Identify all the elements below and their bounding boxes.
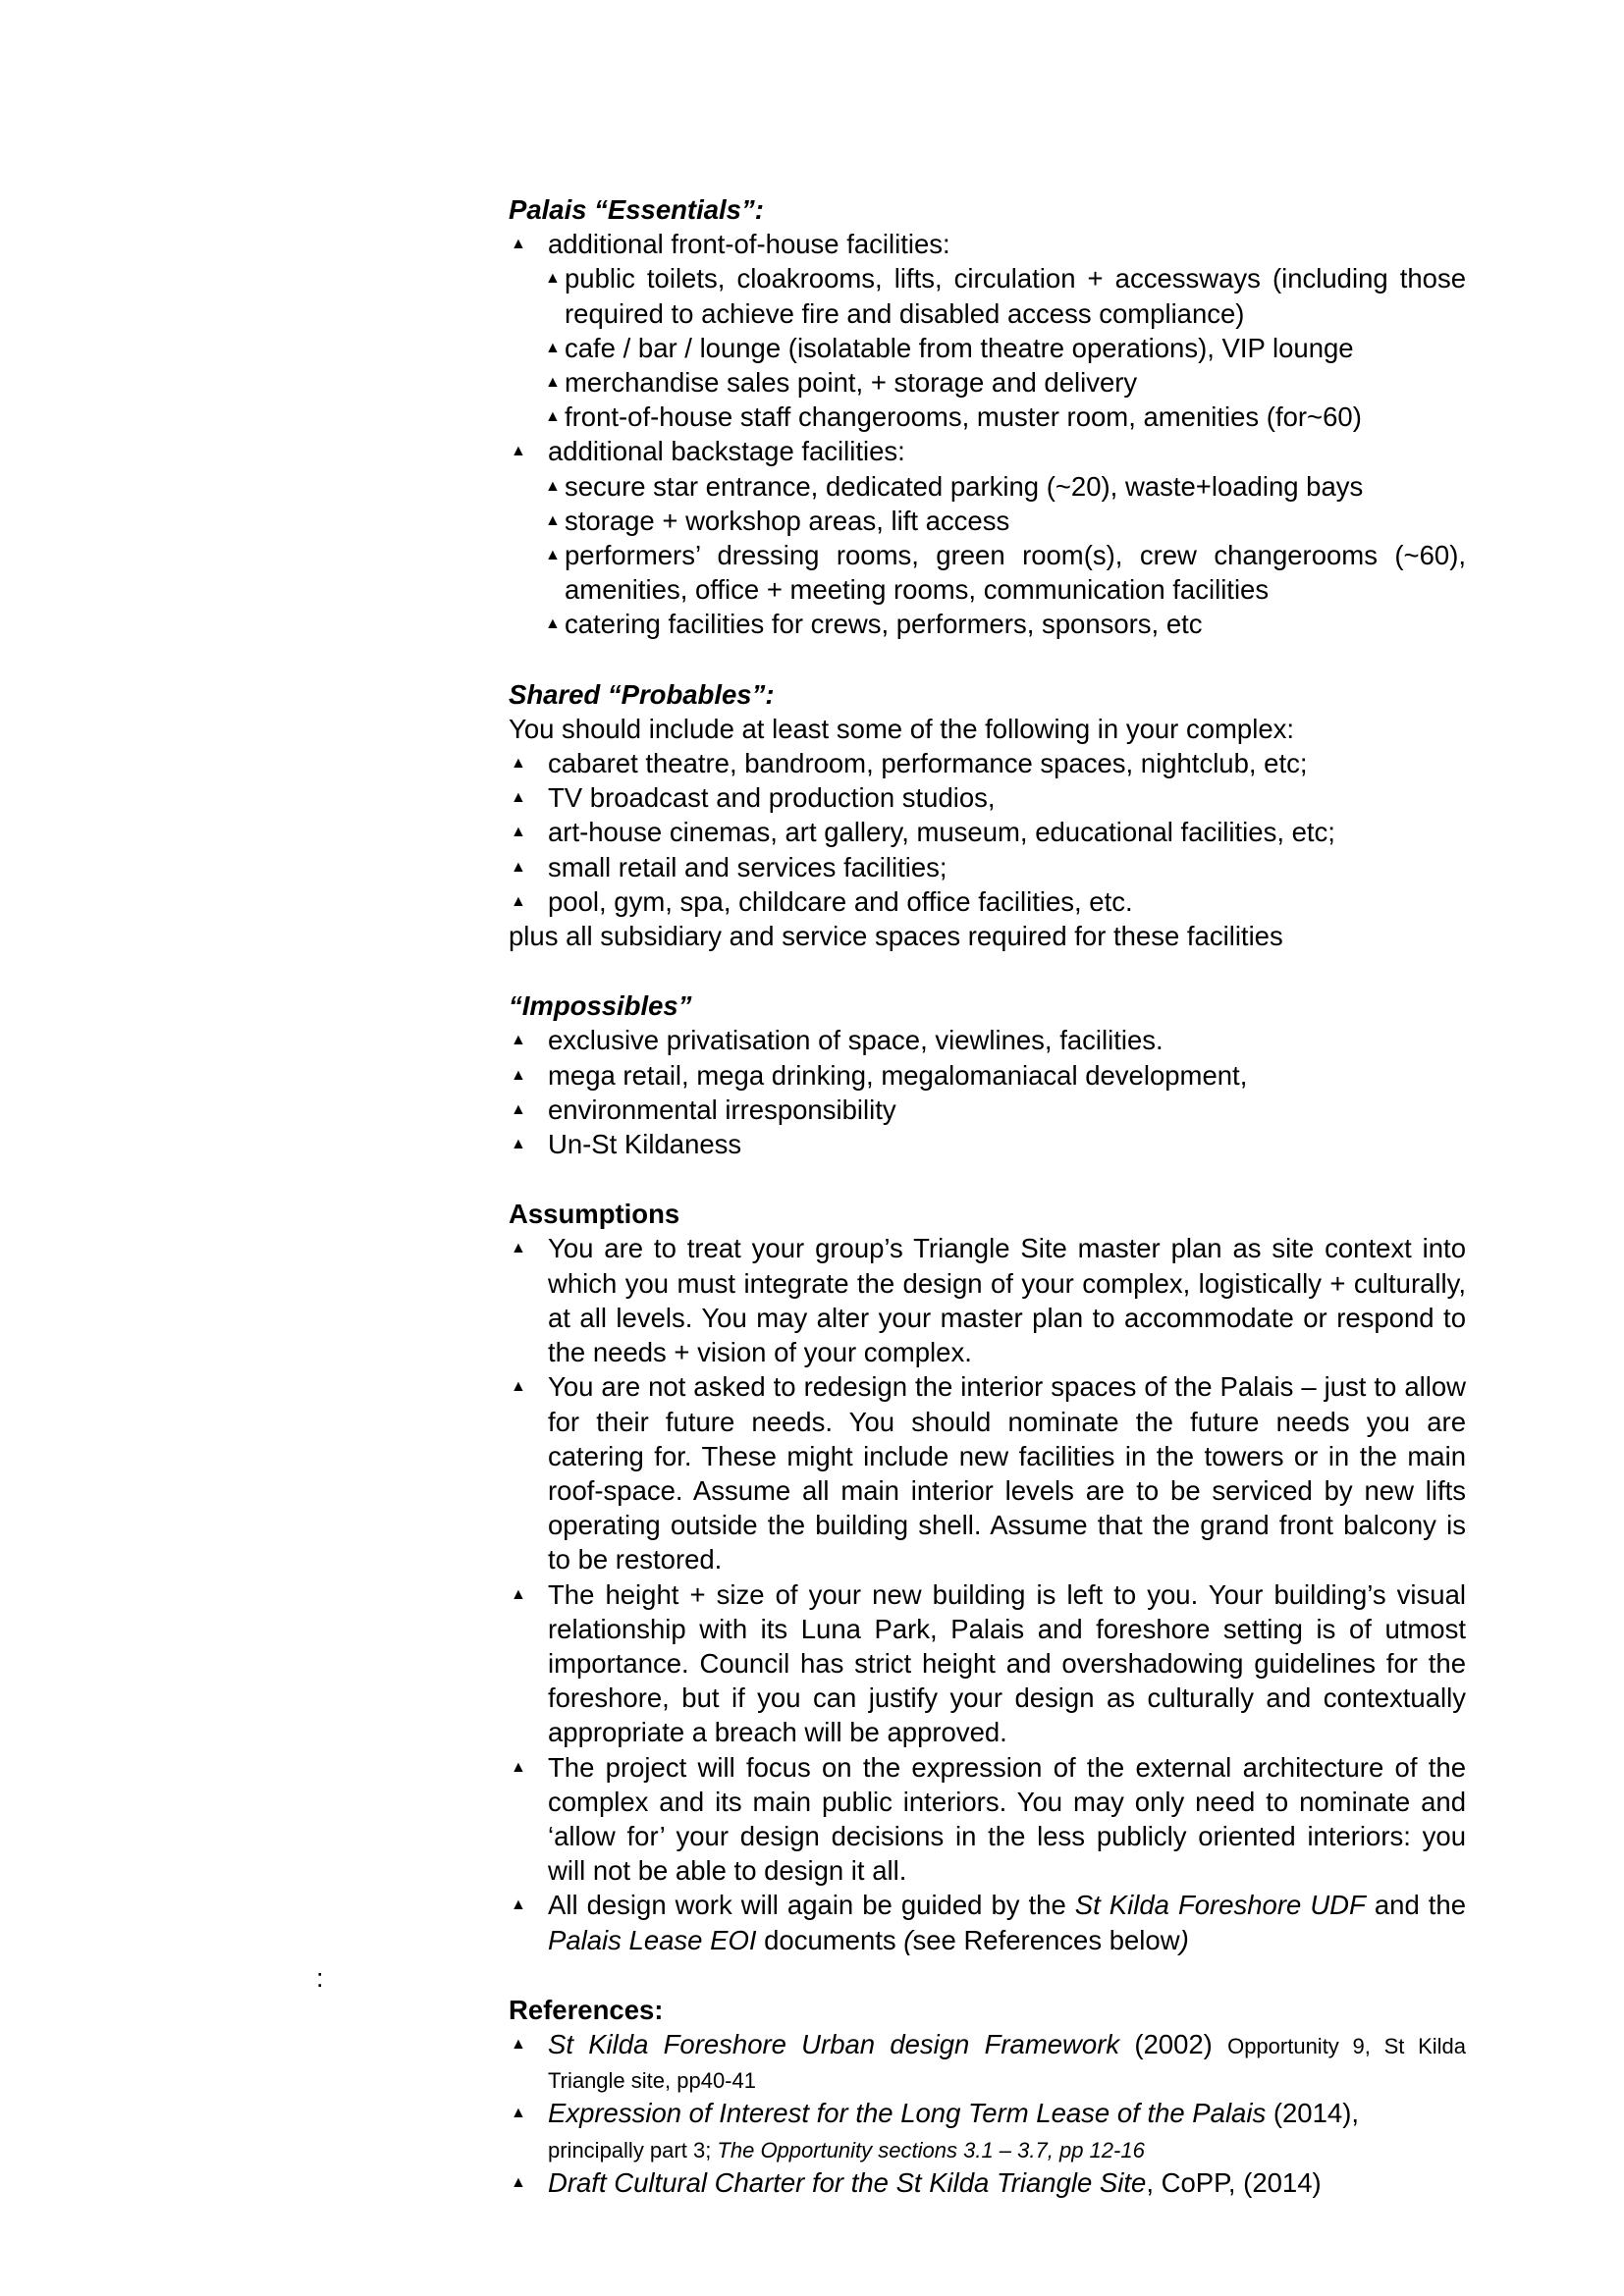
probables-outro: plus all subsidiary and service spaces required for these facilities xyxy=(509,921,1283,952)
sub-item: ▲ catering facilities for crews, performers, sponsors, etc xyxy=(509,607,1466,641)
assumptions-heading: Assumptions xyxy=(509,1199,680,1230)
list-item: ▲ cabaret theatre, bandroom, performance spaces, nightclub, etc; xyxy=(509,746,1466,780)
list-item: ▲ exclusive privatisation of space, viewlines, facilities. xyxy=(509,1023,1466,1057)
list-item: ▲ environmental irresponsibility xyxy=(509,1093,1466,1127)
triangle-bullet-icon: ▲ xyxy=(511,1100,526,1118)
reference-item: ▲ Expression of Interest for the Long Term Lease of the Palais (2014), principally part 3; The Opportunity sections 3.1 – 3.7, pp 12-16 xyxy=(511,2098,1359,2163)
triangle-bullet-icon: ▲ xyxy=(545,511,561,529)
margin-colon: : xyxy=(316,1963,324,1993)
references-heading: References: xyxy=(509,1994,664,2025)
sub-item: ▲ front-of-house staff changerooms, muster room, amenities (for~60) xyxy=(509,400,1466,434)
reference-item: ▲ Draft Cultural Charter for the St Kilda Triangle Site, CoPP, (2014) xyxy=(509,2165,1466,2200)
list-item: ▲ additional front-of-house facilities: xyxy=(509,227,1466,261)
list-item: ▲ The project will focus on the expression of the external architecture of the complex and its main public interiors. You may only need to nominate and ‘allow for’ your design decisions in the less publicly oriented interiors: you will not be able to design it all. xyxy=(511,1751,1466,1887)
triangle-bullet-icon: ▲ xyxy=(511,443,526,460)
triangle-bullet-icon: ▲ xyxy=(511,824,526,841)
triangle-bullet-icon: ▲ xyxy=(545,270,561,288)
list-item: ▲ You are not asked to redesign the interior spaces of the Palais – just to allow for their future needs. You should nominate the future needs you are catering for. These might include new facilities in the towers or in the main roof-space. Assume all main interior levels are to be serviced by new lifts operating outside the building shell. Assume that the grand front balcony is to be restored. xyxy=(511,1371,1466,1575)
sub-item: ▲ public toilets, cloakrooms, lifts, circulation + accessways (including those required to achieve fire and disabled access compliance) xyxy=(545,263,1466,329)
triangle-bullet-icon: ▲ xyxy=(511,1240,526,1257)
sub-item: ▲ storage + workshop areas, lift access xyxy=(509,504,1466,538)
probables-intro: You should include at least some of the following in your complex: xyxy=(509,713,1295,744)
list-item: ▲ You are to treat your group’s Triangle Site master plan as site context into which you must integrate the design of your complex, logistically + culturally, at all levels. You may alter your master plan to accommodate or respond to the needs + vision of your complex. xyxy=(511,1233,1466,1368)
list-item: ▲ TV broadcast and production studios, xyxy=(509,780,1466,815)
triangle-bullet-icon: ▲ xyxy=(511,789,526,807)
probables-heading: Shared “Probables”: xyxy=(509,678,775,710)
sub-item: ▲ cafe / bar / lounge (isolatable from theatre operations), VIP lounge xyxy=(509,331,1466,365)
triangle-bullet-icon: ▲ xyxy=(511,1896,526,1914)
triangle-bullet-icon: ▲ xyxy=(545,615,561,633)
list-item: ▲ All design work will again be guided by the St Kilda Foreshore UDF and the Palais Lease EOI documents (see References below) xyxy=(511,1890,1466,1955)
essentials-heading: Palais “Essentials”: xyxy=(509,194,764,225)
impossibles-heading: “Impossibles” xyxy=(509,990,692,1022)
triangle-bullet-icon: ▲ xyxy=(511,1585,526,1603)
document-body xyxy=(509,192,1466,2200)
triangle-bullet-icon: ▲ xyxy=(511,236,526,253)
list-item: ▲ The height + size of your new building is left to you. Your building’s visual relationship with its Luna Park, Palais and foreshore setting is of utmost importance. Council has strict height and overshadowing guidelines for the foreshore, but if you can justify your design as culturally and contextually appropriate a breach will be approved. xyxy=(511,1578,1466,1748)
list-item: ▲ art-house cinemas, art gallery, museum, educational facilities, etc; xyxy=(509,815,1466,849)
list-item: ▲ Un-St Kildaness xyxy=(509,1127,1466,1161)
triangle-bullet-icon: ▲ xyxy=(511,1136,526,1153)
triangle-bullet-icon: ▲ xyxy=(545,408,561,426)
triangle-bullet-icon: ▲ xyxy=(545,477,561,495)
reference-item: ▲ St Kilda Foreshore Urban design Framework (2002) Opportunity 9, St Kilda Triangle site, pp40-41 xyxy=(511,2028,1466,2094)
triangle-bullet-icon: ▲ xyxy=(511,755,526,773)
list-item: ▲ small retail and services facilities; xyxy=(509,850,1466,884)
list-item: ▲ additional backstage facilities: xyxy=(509,434,1466,468)
triangle-bullet-icon: ▲ xyxy=(511,1032,526,1049)
sub-item: ▲ secure star entrance, dedicated parking (~20), waste+loading bays xyxy=(509,469,1466,504)
triangle-bullet-icon: ▲ xyxy=(545,374,561,392)
list-item: ▲ pool, gym, spa, childcare and office facilities, etc. xyxy=(509,884,1466,919)
triangle-bullet-icon: ▲ xyxy=(511,2035,526,2053)
list-item: ▲ mega retail, mega drinking, megalomaniacal development, xyxy=(509,1058,1466,1093)
triangle-bullet-icon: ▲ xyxy=(511,2173,526,2191)
triangle-bullet-icon: ▲ xyxy=(511,1066,526,1084)
triangle-bullet-icon: ▲ xyxy=(545,339,561,356)
sub-item: ▲ merchandise sales point, + storage and delivery xyxy=(509,365,1466,400)
triangle-bullet-icon: ▲ xyxy=(545,547,561,564)
triangle-bullet-icon: ▲ xyxy=(511,858,526,876)
triangle-bullet-icon: ▲ xyxy=(511,1758,526,1776)
triangle-bullet-icon: ▲ xyxy=(511,892,526,910)
triangle-bullet-icon: ▲ xyxy=(511,2105,526,2122)
sub-item: ▲ performers’ dressing rooms, green room(s), crew changerooms (~60), amenities, office + meeting rooms, communication facilities xyxy=(545,540,1466,606)
triangle-bullet-icon: ▲ xyxy=(511,1378,526,1396)
